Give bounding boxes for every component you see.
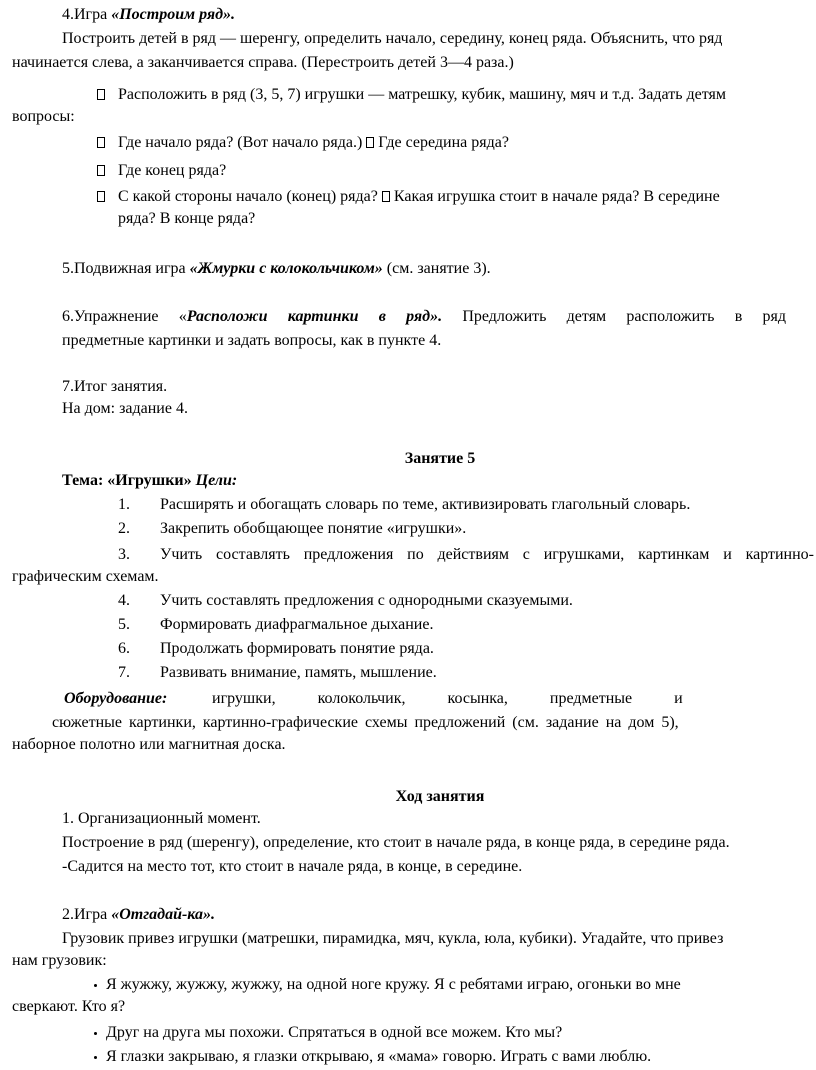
list-text: Формировать диафрагмальное дыхание.: [160, 616, 434, 633]
list-text: Расширять и обогащать словарь по теме, активизировать глагольный словарь.: [160, 496, 691, 513]
goals-label: Цели:: [191, 472, 238, 489]
dot-bullet-icon: [94, 984, 97, 987]
square-bullet-icon: [97, 191, 105, 202]
ex6-prefix: 6.Упражнение «: [62, 308, 187, 325]
course-p1: 1. Организационный момент.: [62, 810, 261, 827]
bullet-text: Где конец ряда?: [118, 162, 227, 179]
bullet-text-cont: вопросы:: [12, 108, 75, 125]
bullet-line: [118, 132, 509, 154]
truck-line2: нам грузовик:: [12, 952, 107, 969]
theme-line: [62, 470, 237, 492]
ex6-line1: [62, 306, 786, 328]
course-p2: Построение в ряд (шеренгу), определение, кто стоит в начале ряда, в конце ряда, в середине ряда.: [62, 834, 730, 851]
riddle-text-cont: сверкают. Кто я?: [12, 998, 126, 1015]
dot-bullet-icon: [94, 1056, 97, 1059]
list-item-cont: графическим схемам.: [12, 568, 159, 585]
game4-line1: Построить детей в ряд — шеренгу, определить начало, середину, конец ряда. Объяснить, что ряд: [62, 30, 723, 47]
riddle-text: Друг на друга мы похожи. Спрятаться в одной все можем. Кто мы?: [106, 1024, 563, 1041]
course-p3: -Садится на место тот, кто стоит в начале ряда, в конце, в середине.: [62, 858, 523, 875]
game2-heading: [62, 904, 215, 926]
square-bullet-icon: [382, 191, 390, 202]
bullet-text: Где начало ряда? (Вот начало ряда.): [118, 134, 363, 151]
list-text: Продолжать формировать понятие ряда.: [160, 640, 434, 657]
theme-label: Тема: «Игрушки»: [62, 472, 192, 489]
square-bullet-icon: [97, 165, 105, 176]
game4-line2: начинается слева, а заканчивается справа. (Перестроить детей 3—4 раза.): [12, 54, 514, 71]
square-bullet-icon: [97, 89, 105, 100]
list-item: [118, 638, 434, 660]
lesson-heading: Занятие 5: [404, 450, 476, 467]
game5-prefix: 5.Подвижная игра: [62, 260, 190, 277]
list-number: 6.: [118, 640, 130, 657]
list-item: [118, 614, 433, 636]
ex6-title: Расположи картинки в ряд».: [186, 308, 443, 325]
ex6-text: Предложить детям расположить в ряд: [442, 308, 787, 325]
list-item: [118, 590, 573, 612]
list-number: 3.: [118, 546, 130, 563]
equipment-label: Оборудование:: [64, 690, 168, 707]
equipment-line3: наборное полотно или магнитная доска.: [12, 736, 286, 753]
list-item: [118, 662, 437, 684]
list-number: 7.: [118, 664, 130, 681]
list-number: 5.: [118, 616, 130, 633]
list-item: [118, 544, 814, 566]
bullet-text-cont: ряда? В конце ряда?: [118, 210, 256, 227]
ex6-line2: предметные картинки и задать вопросы, как в пункте 4.: [62, 332, 442, 349]
bullet-line: [118, 186, 720, 208]
course-heading: Ход занятия: [395, 788, 485, 805]
list-number: 1.: [118, 496, 130, 513]
equipment-line1: [64, 688, 724, 710]
equipment-text: игрушки, колокольчик, косынка, предметные и: [212, 690, 683, 707]
square-bullet-icon: [366, 137, 374, 148]
game2-prefix: 2.Игра: [62, 906, 112, 923]
game4-title: «Построим ряд».: [111, 6, 236, 23]
riddle-text: Я глазки закрываю, я глазки открываю, я «мама» говорю. Играть с вами люблю.: [106, 1048, 652, 1065]
game5-title: «Жмурки с колокольчиком»: [189, 260, 383, 277]
equipment-line2: сюжетные картинки, картинно-графические схемы предложений (см. задание на дом 5),: [52, 714, 679, 731]
bullet-text: Где середина ряда?: [378, 134, 509, 151]
list-text: Учить составлять предложения с однородными сказуемыми.: [160, 592, 573, 609]
list-text: Учить составлять предложения по действиям с игрушками, картинкам и картинно-: [160, 546, 814, 563]
list-item: [118, 494, 690, 516]
bullet-text: Расположить в ряд (3, 5, 7) игрушки — матрешку, кубик, машину, мяч и т.д. Задать детям: [118, 86, 727, 103]
game5-paragraph: [62, 258, 491, 280]
truck-line1: Грузовик привез игрушки (матрешки, пирамидка, мяч, кукла, юла, кубики). Угадайте, что привез: [62, 930, 724, 947]
game4-prefix: 4.Игра: [62, 6, 112, 23]
game5-suffix: (см. занятие 3).: [382, 260, 491, 277]
riddle-text: Я жужжу, жужжу, жужжу, на одной ноге кружу. Я с ребятами играю, огоньки во мне: [106, 976, 681, 993]
list-text: Развивать внимание, память, мышление.: [160, 664, 437, 681]
square-bullet-icon: [97, 137, 105, 148]
summary-line2: На дом: задание 4.: [62, 400, 188, 417]
list-text: Закрепить обобщающее понятие «игрушки».: [160, 520, 467, 537]
bullet-text: Какая игрушка стоит в начале ряда? В середине: [393, 188, 720, 205]
game4-heading: [62, 4, 235, 26]
list-number: 2.: [118, 520, 130, 537]
game2-title: «Отгадай-ка».: [111, 906, 215, 923]
dot-bullet-icon: [94, 1032, 97, 1035]
bullet-text: С какой стороны начало (конец) ряда?: [118, 188, 378, 205]
summary-line1: 7.Итог занятия.: [62, 378, 168, 395]
list-number: 4.: [118, 592, 130, 609]
list-item: [118, 518, 466, 540]
